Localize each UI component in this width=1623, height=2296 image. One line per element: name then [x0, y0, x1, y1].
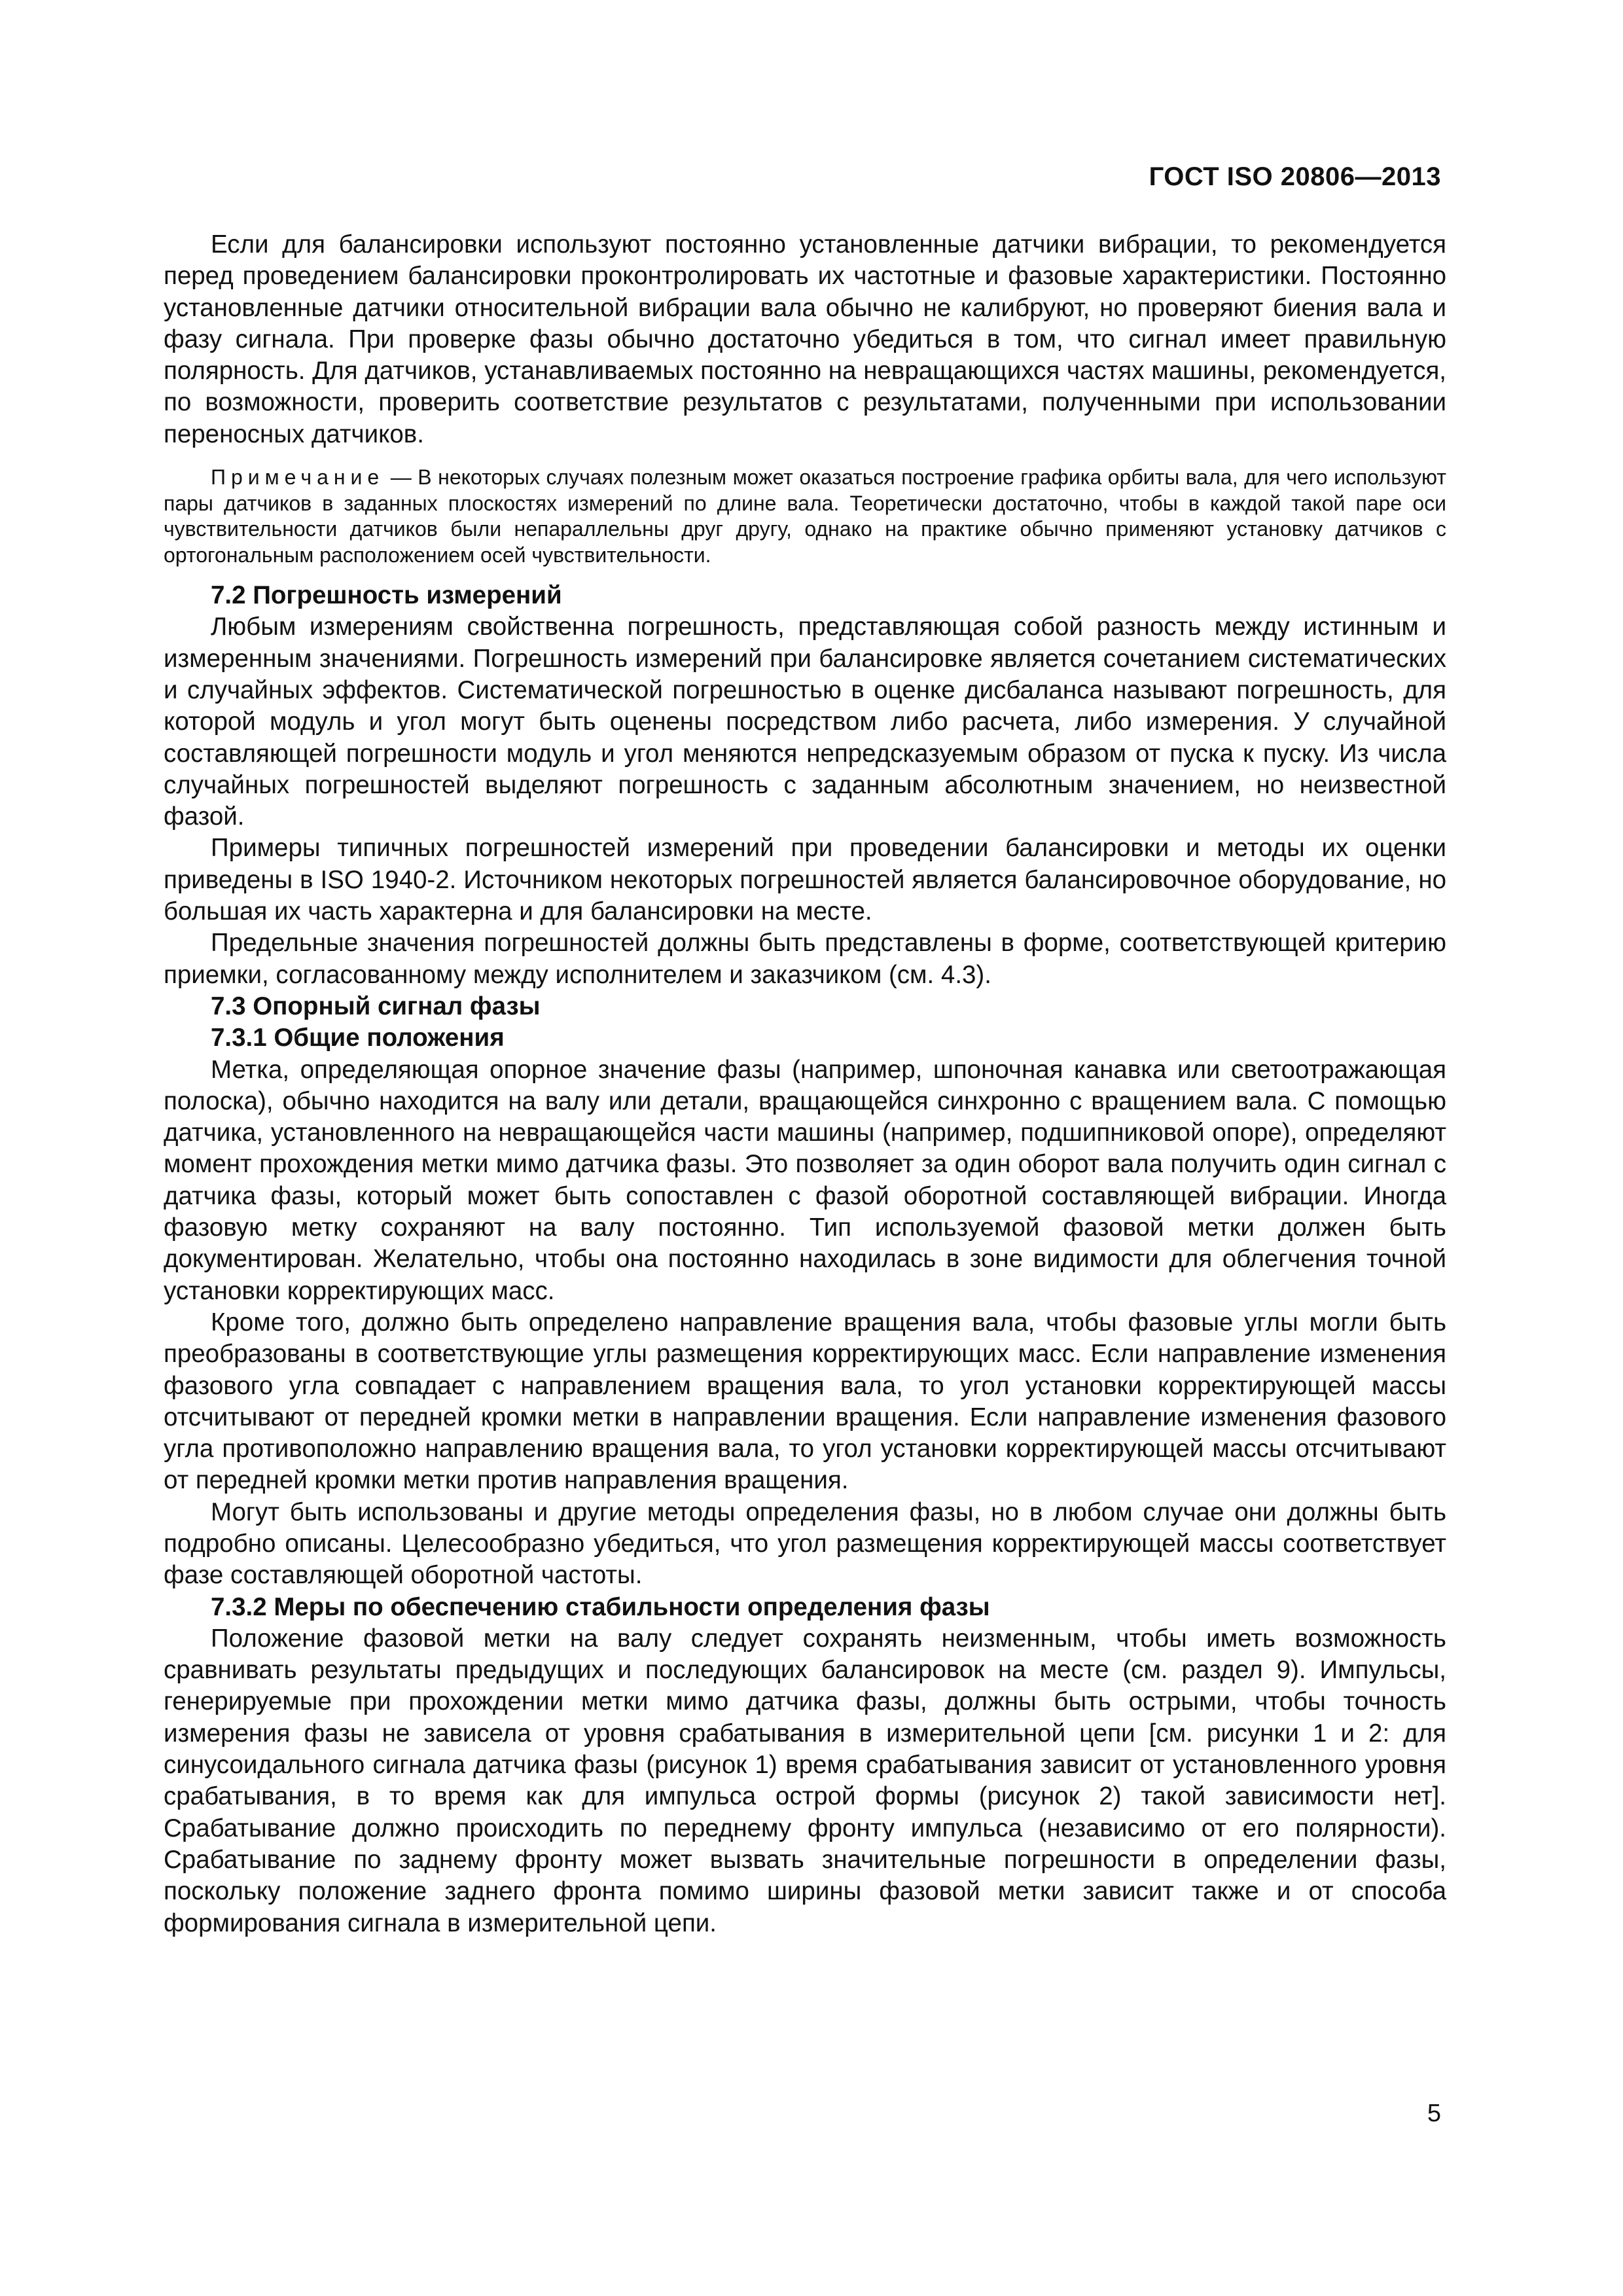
note-block: [164, 465, 1446, 568]
section-7-3-title: 7.3 Опорный сигнал фазы: [211, 992, 541, 1020]
note-text: — В некоторых случаях полезным может оказаться построение графика орбиты вала, для чего используют пары датчиков в заданных плоскостях измерений по длине вала. Теоретически достаточно, чтобы в каждой такой паре оси чувствительности датчиков были непараллельны друг другу, однако на практике обычно применяют установку датчиков с ортогональным расположением осей чувствительности.: [164, 465, 1446, 567]
page-number: 5: [1427, 2100, 1441, 2127]
section-7-3-2-title: 7.3.2 Меры по обеспечению стабильности определения фазы: [211, 1592, 990, 1621]
document-header: ГОСТ ISO 20806—2013: [1149, 162, 1441, 191]
note-label: Примечание: [211, 465, 385, 490]
section-7-2-title: 7.2 Погрешность измерений: [211, 581, 562, 610]
section-7-3-1-title: 7.3.1 Общие положения: [211, 1024, 505, 1052]
section-7-3-2-paragraph-1: Положение фазовой метки на валу следует сохранять неизменным, чтобы иметь возможность сравнивать результаты предыдущих и последующих балансировок на месте (см. раздел 9). Импульсы, генерируемые при прохождении метки мимо датчика фазы, должны быть острыми, чтобы точность измерения фазы не зависела от уровня срабатывания в измерительной цепи [см. рисунки 1 и 2: для синусоидального сигнала датчика фазы (рисунок 1) время срабатывания зависит от установленного уровня срабатывания, в то время как для импульса острой формы (рисунок 2) такой зависимости нет]. Срабатывание должно происходить по переднему фронту импульса (независимо от его полярности). Срабатывание по заднему фронту может вызвать значительные погрешности в определении фазы, поскольку положение заднего фронта помимо ширины фазовой метки зависит также и от способа формирования сигнала в измерительной цепи.: [164, 1624, 1446, 1937]
section-7-2-paragraph-2: Примеры типичных погрешностей измерений при проведении балансировки и методы их оценки приведены в ISO 1940-2. Источником некоторых погрешностей является балансировочное оборудование, но большая их часть характерна и для балансировки на месте.: [164, 834, 1446, 926]
section-7-3-1-paragraph-3: Могут быть использованы и другие методы определения фазы, но в любом случае они должны быть подробно описаны. Целесообразно убедиться, что угол размещения корректирующей массы соответствует фазе составляющей оборотной частоты.: [164, 1498, 1446, 1590]
section-7-2-paragraph-1: Любым измерениям свойственна погрешность, представляющая собой разность между истинным и измеренным значениями. Погрешность измерений при балансировке является сочетанием систематических и случайных эффектов. Систематической погрешностью в оценке дисбаланса называют погрешность, для которой модуль и угол могут быть оценены посредством либо расчета, либо измерения. У случайной составляющей погрешности модуль и угол меняются непредсказуемым образом от пуска к пуску. Из числа случайных погрешностей выделяют погрешность с заданным абсолютным значением, но неизвестной фазой.: [164, 613, 1446, 831]
section-7-3-1-paragraph-1: Метка, определяющая опорное значение фазы (например, шпоночная канавка или светоотражающая полоска), обычно находится на валу или детали, вращающейся синхронно с вращением вала. С помощью датчика, установленного на невращающейся части машины (например, подшипниковой опоре), определяют момент прохождения метки мимо датчика фазы. Это позволяет за один оборот вала получить один сигнал с датчика фазы, который может быть сопоставлен с фазой оборотной составляющей вибрации. Иногда фазовую метку сохраняют на валу постоянно. Тип используемой фазовой метки должен быть документирован. Желательно, чтобы она постоянно находилась в зоне видимости для облегчения точной установки корректирующих масс.: [164, 1055, 1446, 1305]
section-7-3-1-paragraph-2: Кроме того, должно быть определено направление вращения вала, чтобы фазовые углы могли быть преобразованы в соответствующие углы размещения корректирующих масс. Если направление изменения фазового угла совпадает с направлением вращения вала, то угол установки корректирующей массы отсчитывают от передней кромки метки в направлении вращения. Если направление изменения фазового угла противоположно направлению вращения вала, то угол установки корректирующей массы отсчитывают от передней кромки метки против направления вращения.: [164, 1308, 1446, 1495]
intro-paragraph: Если для балансировки используют постоянно установленные датчики вибрации, то рекомендуется перед проведением балансировки проконтролировать их частотные и фазовые характеристики. Постоянно установленные датчики относительной вибрации вала обычно не калибруют, но проверяют биения вала и фазу сигнала. При проверке фазы обычно достаточно убедиться в том, что сигнал имеет правильную полярность. Для датчиков, устанавливаемых постоянно на невращающихся частях машины, рекомендуется, по возможности, проверить соответствие результатов с результатами, полученными при использовании переносных датчиков.: [164, 230, 1446, 448]
section-7-2-paragraph-3: Предельные значения погрешностей должны быть представлены в форме, соответствующей критерию приемки, согласованному между исполнителем и заказчиком (см. 4.3).: [164, 929, 1446, 989]
page-body: [164, 229, 1446, 1939]
